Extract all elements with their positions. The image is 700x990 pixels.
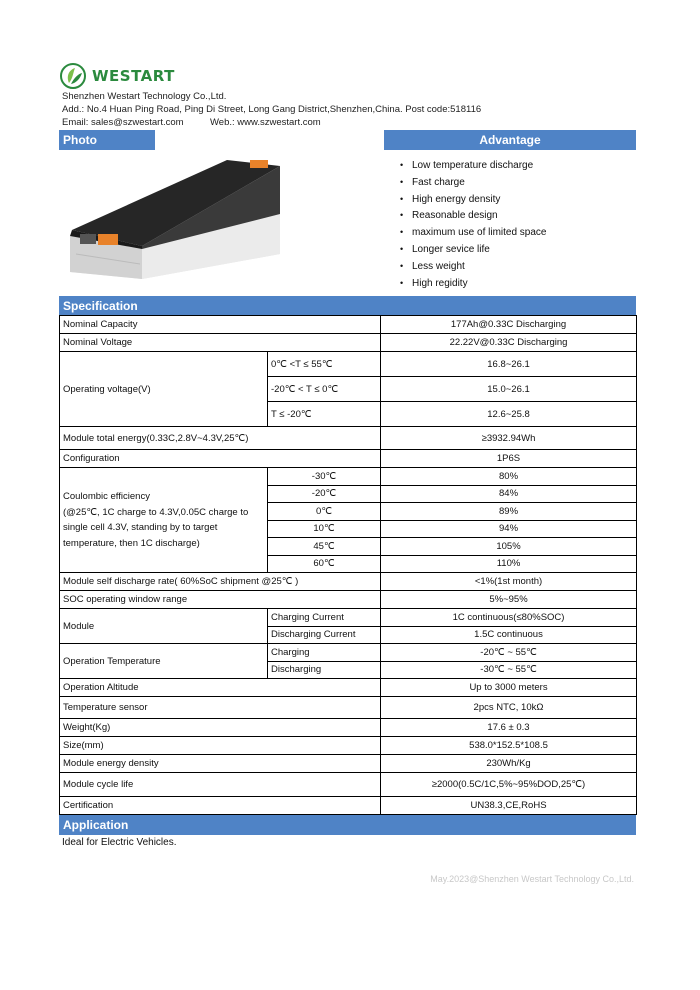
spec-value: 22.22V@0.33C Discharging [381,334,637,352]
spec-value: 230Wh/Kg [381,755,637,773]
spec-value: 15.0~26.1 [381,377,637,402]
spec-label: Nominal Voltage [60,334,381,352]
table-row [60,679,637,697]
advantage-item: • Fast charge [400,174,547,191]
spec-condition: 10℃ [268,520,381,538]
table-row [60,573,637,591]
spec-label: Module energy density [60,755,381,773]
table-row [60,591,637,609]
company-name: Shenzhen Westart Technology Co.,Ltd. [62,91,227,102]
specification-table [59,315,637,815]
spec-label: Certification [60,797,381,815]
table-row [60,719,637,737]
spec-label: Operation Altitude [60,679,381,697]
spec-value: 80% [381,468,637,486]
spec-value: UN38.3,CE,RoHS [381,797,637,815]
spec-label: Weight(Kg) [60,719,381,737]
spec-condition: Charging Current [268,609,381,627]
application-heading: Application [63,818,129,832]
spec-value: 89% [381,503,637,521]
spec-condition: 0℃ <T ≤ 55℃ [268,352,381,377]
spec-value: <1%(1st month) [381,573,637,591]
table-row [60,450,637,468]
spec-label: Module self discharge rate( 60%SoC shipment @25℃ ) [60,573,381,591]
advantage-item: • Reasonable design [400,207,547,224]
table-row [60,697,637,719]
spec-value: -30℃ ~ 55℃ [381,661,637,679]
specification-heading: Specification [63,299,138,313]
battery-module-photo [62,154,282,284]
spec-value: 1.5C continuous [381,626,637,644]
spec-label: Module total energy(0.33C,2.8V~4.3V,25℃) [60,427,381,450]
advantage-heading: Advantage [479,133,541,147]
spec-value: 538.0*152.5*108.5 [381,737,637,755]
advantage-item: • maximum use of limited space [400,224,547,241]
spec-value: ≥3932.94Wh [381,427,637,450]
spec-condition: -30℃ [268,468,381,486]
spec-value: 1C continuous(≤80%SOC) [381,609,637,627]
table-row [60,468,637,486]
photo-heading: Photo [63,133,97,147]
spec-value: 177Ah@0.33C Discharging [381,316,637,334]
spec-label: Coulombic efficiency [63,491,150,502]
spec-value: 12.6~25.8 [381,402,637,427]
spec-condition: Discharging [268,661,381,679]
spec-label: Operating voltage(V) [60,352,268,427]
spec-value: 84% [381,485,637,503]
table-row [60,773,637,797]
company-web: Web.: www.szwestart.com [210,117,321,128]
spec-value: 110% [381,555,637,573]
company-address: Add.: No.4 Huan Ping Road, Ping Di Street, Long Gang District,Shenzhen,China. Post code:518116 [62,104,482,115]
spec-label: Module cycle life [60,773,381,797]
specification-header [59,296,636,316]
spec-value: -20℃ ~ 55℃ [381,644,637,662]
spec-value: ≥2000(0.5C/1C,5%~95%DOD,25℃) [381,773,637,797]
application-header [59,815,636,835]
table-row [60,609,637,627]
table-row [60,352,637,377]
coulombic-label-cell [60,468,268,573]
table-row [60,334,637,352]
spec-value: 94% [381,520,637,538]
spec-value: 5%~95% [381,591,637,609]
spec-value: 17.6 ± 0.3 [381,719,637,737]
advantage-item: • High energy density [400,191,547,208]
spec-label: Temperature sensor [60,697,381,719]
spec-condition: 45℃ [268,538,381,556]
advantage-item: • Low temperature discharge [400,157,547,174]
spec-value: 16.8~26.1 [381,352,637,377]
advantage-item: • Longer sevice life [400,241,547,258]
spec-label: Size(mm) [60,737,381,755]
spec-condition: Charging [268,644,381,662]
table-row [60,797,637,815]
spec-condition: -20℃ < T ≤ 0℃ [268,377,381,402]
spec-note: (@25℃, 1C charge to 4.3V,0.05C charge to single cell 4.3V, standing by to target temperature, then 1C discharge) [63,506,249,549]
advantage-item: • High regidity [400,275,547,292]
spec-label: Module [60,609,268,644]
spec-label: Operation Temperature [60,644,268,679]
spec-label: SOC operating window range [60,591,381,609]
spec-value: 1P6S [381,450,637,468]
table-row [60,755,637,773]
table-row [60,427,637,450]
company-logo [60,62,175,90]
footer-copyright: May.2023@Shenzhen Westart Technology Co.,Ltd. [430,874,634,884]
spec-condition: 60℃ [268,555,381,573]
spec-condition: 0℃ [268,503,381,521]
spec-condition: T ≤ -20℃ [268,402,381,427]
table-row [60,316,637,334]
spec-value: 2pcs NTC, 10kΩ [381,697,637,719]
application-text: Ideal for Electric Vehicles. [62,837,177,848]
photo-advantage-header [59,130,636,150]
spec-value: 105% [381,538,637,556]
company-email: Email: sales@szwestart.com [62,117,184,128]
spec-label: Nominal Capacity [60,316,381,334]
table-row [60,644,637,662]
spec-condition: -20℃ [268,485,381,503]
table-row [60,737,637,755]
brand-name: WESTART [92,67,175,85]
spec-label: Configuration [60,450,381,468]
advantage-item: • Less weight [400,258,547,275]
advantages-list [400,157,547,291]
spec-value: Up to 3000 meters [381,679,637,697]
leaf-logo-icon [60,63,86,89]
spec-condition: Discharging Current [268,626,381,644]
